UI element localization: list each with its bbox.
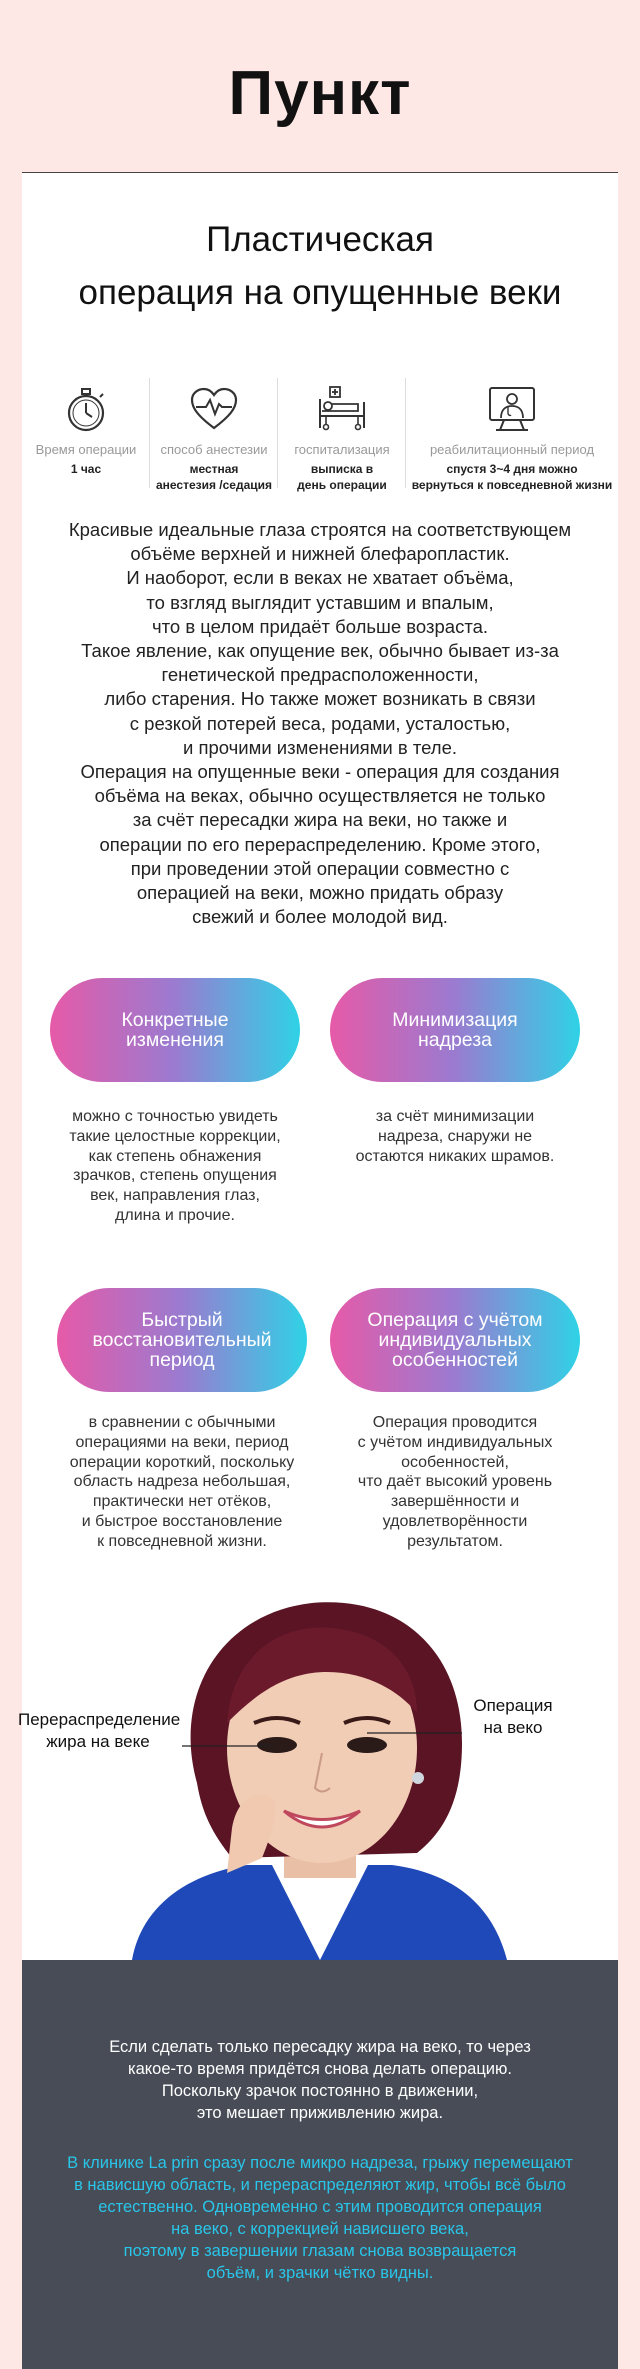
feature-desc-line: практически нет отёков, [92, 1493, 272, 1511]
info-paragraph-white [22, 2036, 618, 2124]
stat-recovery [406, 378, 618, 498]
feature-title [330, 1010, 580, 1050]
intro-line: что в целом придаёт больше возраста. [151, 615, 489, 637]
callout-line: на веко [483, 1718, 543, 1737]
intro-line: при проведении этой операции совместно с [130, 857, 510, 879]
stat-hospitalization [278, 378, 406, 498]
section-title-line: операция на опущенные веки [78, 273, 562, 312]
feature-pill-fast-recovery [57, 1288, 307, 1392]
doctor-monitor-icon [486, 384, 538, 436]
feature-title [339, 1310, 570, 1370]
content-card [18, 173, 618, 1960]
stat-label: реабилитационный период [429, 442, 595, 457]
info-paragraph-accent [22, 2152, 618, 2284]
feature-desc-fast-recovery [47, 1413, 317, 1552]
section-title-line: Пластическая [206, 220, 434, 259]
header [0, 0, 640, 172]
feature-desc-line: область надреза небольшая, [73, 1473, 291, 1491]
feature-desc-line: остаются никаких шрамов. [355, 1147, 555, 1165]
info-line: Поскольку зрачок постоянно в движении, [161, 2082, 479, 2100]
info-line: Если сделать только пересадку жира на веко, то через [109, 2038, 531, 2056]
feature-title-line: Быстрый [141, 1309, 223, 1331]
intro-line: операцией на веки, можно придать образу [136, 882, 504, 904]
feature-desc-individual-approach [330, 1413, 580, 1552]
section-title [22, 213, 618, 319]
stat-value-line: вернуться к повседневной жизни [411, 478, 613, 492]
feature-title-line: восстановительный [92, 1329, 272, 1351]
intro-line: И наоборот, если в веках не хватает объёма, [126, 567, 514, 589]
intro-line: либо старения. Но также может возникать в связи [104, 688, 536, 710]
stat-operation-time [22, 378, 150, 498]
callout-line: Операция [473, 1696, 553, 1715]
intro-line: Операция на опущенные веки - операция для создания [80, 761, 560, 783]
feature-desc-line: зрачков, степень опущения [73, 1167, 277, 1185]
intro-line: объёме верхней и нижней блефаропластик. [130, 543, 510, 565]
feature-desc-minimal-incision [330, 1107, 580, 1166]
feature-desc-line: за счёт минимизации [375, 1108, 535, 1125]
feature-desc-line: особенностей, [401, 1453, 509, 1471]
feature-title [50, 1010, 300, 1050]
feature-pill-individual-approach [330, 1288, 580, 1392]
stat-label: госпитализация [294, 442, 390, 457]
stat-value-line: выписка в [310, 462, 374, 476]
stat-value [150, 461, 278, 493]
intro-line: за счёт пересадки жира на веки, но также и [132, 809, 508, 831]
feature-desc-line: надреза, снаружи не [377, 1127, 533, 1145]
feature-title-line: индивидуальных [378, 1329, 532, 1351]
stat-value-line: анестезия /седация [155, 478, 273, 492]
callout-line: жира на веке [46, 1732, 150, 1751]
stopwatch-icon [60, 384, 112, 436]
feature-desc-line: такие целостные коррекции, [69, 1127, 281, 1145]
stat-value-line: спустя 3~4 дня можно [446, 462, 578, 476]
feature-title-line: Минимизация надреза [392, 1009, 518, 1051]
feature-desc-line: как степень обнажения [88, 1147, 262, 1165]
feature-desc-line: и быстрое восстановление [81, 1512, 283, 1530]
info-line: какое-то время придётся снова делать операцию. [128, 2060, 512, 2078]
intro-line: Такое явление, как опущение век, обычно бывает из-за [81, 640, 559, 662]
intro-text [22, 518, 618, 929]
stat-value [406, 461, 618, 493]
stat-label: Время операции [35, 442, 137, 457]
stats-row [22, 378, 618, 498]
feature-desc-line: век, направления глаз, [90, 1187, 260, 1205]
feature-desc-line: к повседневной жизни. [97, 1532, 267, 1550]
stat-value [278, 461, 406, 493]
intro-line: генетической предрасположенности, [161, 664, 479, 686]
feature-desc-line: можно с точностью увидеть [72, 1108, 278, 1125]
intro-line: операции по его перераспределению. Кроме этого, [99, 833, 541, 855]
info-line: на веко, с коррекцией нависшего века, [171, 2220, 469, 2238]
feature-desc-line: что даёт высокий уровень [357, 1473, 553, 1491]
feature-desc-line: Операция проводится [372, 1414, 538, 1431]
stat-value-line: день операции [297, 478, 387, 492]
intro-line: с резкой потерей веса, родами, усталостью, [129, 712, 511, 734]
intro-line: и прочими изменениями в теле. [182, 736, 458, 758]
callout-line: Перераспределение [18, 1710, 181, 1729]
stat-value-line: 1 час [70, 462, 102, 476]
feature-title-line: период [149, 1349, 215, 1371]
intro-line: свежий и более молодой вид. [192, 906, 448, 928]
feature-desc-line: удовлетворённости [382, 1512, 528, 1530]
feature-desc-line: в сравнении с обычными [88, 1414, 276, 1431]
page-title: Пункт [228, 59, 412, 128]
intro-line: то взгляд выглядит уставшим и впалым, [146, 591, 494, 613]
intro-line: Красивые идеальные глаза строятся на соответствующем [68, 519, 572, 540]
feature-title [64, 1310, 299, 1370]
feature-desc-line: результатом. [407, 1532, 503, 1550]
info-line: в нависшую область, и перераспределяют жир, чтобы всё было [74, 2176, 566, 2194]
feature-pill-specific-changes [50, 978, 300, 1082]
info-panel [22, 1960, 618, 2369]
callout-fat-redistribution [18, 1709, 181, 1753]
heartbeat-icon [188, 384, 240, 436]
feature-title-line: Конкретные изменения [121, 1009, 229, 1051]
stat-label: способ анестезии [160, 442, 268, 457]
feature-title-line: Операция с учётом [367, 1309, 543, 1331]
stat-anesthesia [150, 378, 278, 498]
callout-eyelid-surgery [458, 1695, 568, 1739]
feature-desc-line: длина и прочие. [115, 1206, 235, 1224]
intro-line: объёма на веках, обычно осуществляется не только [94, 785, 546, 807]
stat-value [22, 461, 150, 477]
stat-value-line: местная [189, 462, 239, 476]
info-line: это мешает приживлению жира. [196, 2104, 444, 2122]
feature-desc-line: операциями на веки, период [75, 1433, 289, 1451]
feature-desc-line: операции короткий, поскольку [69, 1453, 295, 1471]
woman-portrait-illustration [22, 1573, 618, 1960]
info-line: естественно. Одновременно с этим проводится операция [98, 2198, 542, 2216]
feature-pill-minimal-incision [330, 978, 580, 1082]
info-line: поэтому в завершении глазам снова возвращается [123, 2242, 517, 2260]
feature-title-line: особенностей [391, 1349, 519, 1371]
info-line: объём, и зрачки чётко видны. [206, 2264, 434, 2282]
hospital-bed-icon [316, 384, 368, 436]
feature-desc-specific-changes [50, 1107, 300, 1226]
info-line: В клинике La prin сразу после микро надреза, грыжу перемещают [67, 2154, 573, 2172]
feature-desc-line: завершённости и [390, 1493, 520, 1511]
model-photo [22, 1573, 618, 1960]
feature-desc-line: с учётом индивидуальных [357, 1433, 553, 1451]
